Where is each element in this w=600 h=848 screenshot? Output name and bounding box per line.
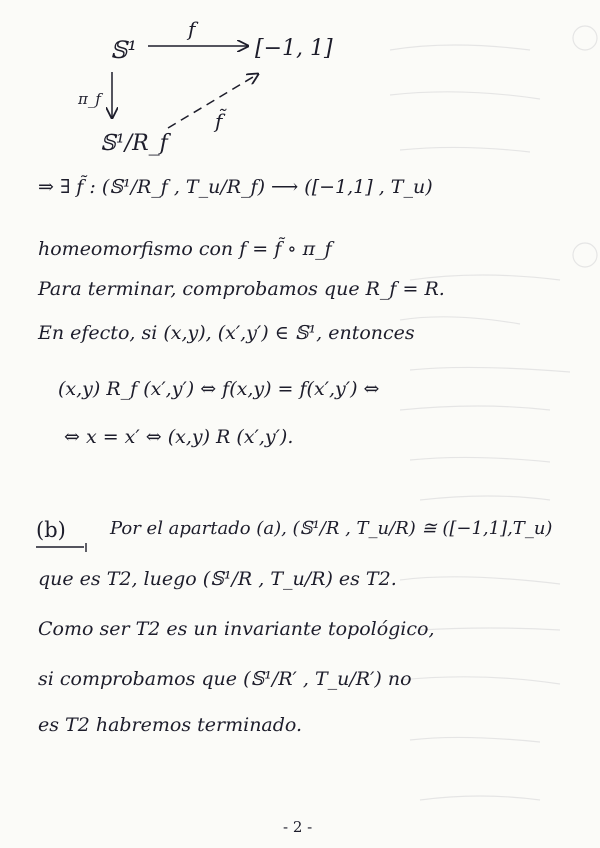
diag-arrow: [168, 74, 258, 128]
diag-arrow-label: f̃: [215, 109, 223, 133]
diagram-source: 𝕊¹: [110, 36, 137, 64]
part-b-label: (b): [36, 518, 66, 542]
top-arrow-label: f: [188, 17, 196, 41]
part-b-underline: [34, 543, 94, 553]
line-equivalence-2: ⇔ x = x′ ⇔ (x,y) R (x′,y′).: [64, 426, 294, 448]
down-arrow-label: π_f: [78, 90, 101, 108]
diagram-target: [−1, 1]: [255, 36, 333, 61]
line-homeomorfismo: homeomorfismo con f = f̃ ∘ π_f: [38, 238, 332, 260]
line-por-el-apartado: Por el apartado (a), (𝕊¹/R , T_u/R) ≅ ([−1,1],T_u): [110, 518, 553, 539]
line-equivalence-1: (x,y) R_f (x′,y′) ⇔ f(x,y) = f(x′,y′) ⇔: [58, 378, 380, 400]
line-como-ser-t2: Como ser T2 es un invariante topológico,: [38, 618, 435, 640]
page-number: - 2 -: [283, 818, 313, 836]
commutative-diagram: [0, 0, 600, 170]
line-si-comprobamos: si comprobamos que (𝕊¹/R′ , T_u/R′) no: [38, 668, 412, 690]
diagram-quotient: 𝕊¹/R_f: [100, 131, 168, 156]
line-para-terminar: Para terminar, comprobamos que R_f = R.: [38, 278, 445, 300]
line-en-efecto: En efecto, si (x,y), (x′,y′) ∈ 𝕊¹, entonces: [38, 322, 415, 344]
line-que-es-t2: que es T2, luego (𝕊¹/R , T_u/R) es T2.: [38, 568, 397, 590]
line-exists-f-tilde: ⇒ ∃ f̃ : (𝕊¹/R_f , T_u/R_f) ⟶ ([−1,1] , T_u): [38, 176, 433, 198]
line-habremos-terminado: es T2 habremos terminado.: [38, 714, 303, 736]
